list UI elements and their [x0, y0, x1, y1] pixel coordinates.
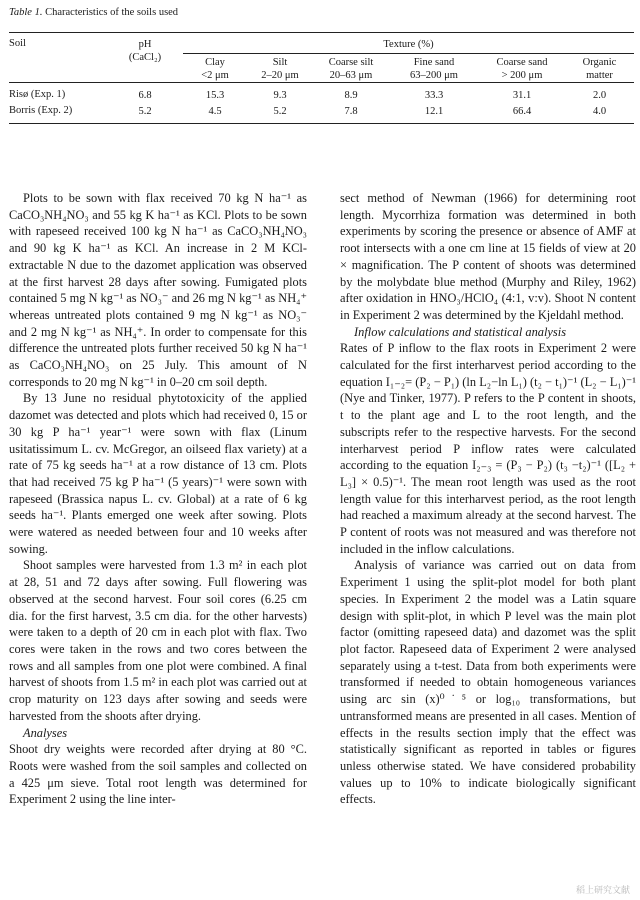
header-organic-matter: [565, 54, 634, 83]
row-coarse-sand: 31.1: [512, 90, 532, 101]
header-coarse-sand: [479, 54, 565, 83]
paragraph: By 13 June no residual phytotoxicity of the applied dazomet was detected and plots which had received 0, 15 or 30 kg P ha⁻¹ year⁻¹ were sown with flax (Linum usitatissimum L. cv. McGregor, an oilseed flax variety) at a rate of 75 kg seeds ha⁻¹ at a row distance of 13 cm. Plots that had received 75 kg P ha⁻¹ (5 years)⁻¹ were sown with rapeseed (Brassica napus L. cv. Global) at a rate of 6 kg seeds ha⁻¹. Plants emerged one week after sowing. Plots were watered as needed between four and 10 weeks after sowing.: [9, 391, 307, 556]
header-organic-l2: matter: [586, 70, 613, 81]
row-silt: 9.3: [273, 90, 287, 101]
table-row: [9, 89, 634, 102]
row-organic: 4.0: [592, 106, 607, 117]
header-fine-sand-l2: 63–200 μm: [410, 70, 458, 81]
table-subheader-row: [9, 54, 634, 83]
row-ph: 6.8: [138, 90, 152, 101]
paragraph: Shoot dry weights were recorded after drying at 80 °C. Roots were washed from the soil samples and collected on a 425 μm sieve. Total root length was determined for Experiment 2 using the line inter-: [9, 742, 307, 807]
row-fine-sand: 33.3: [424, 90, 444, 101]
header-coarse-silt: [313, 54, 389, 83]
paragraph: Analysis of variance was carried out on data from Experiment 1 using the split-plot model for both plant species. In Experiment 2 the model was a Latin square design with split-plot, in which P level was the main plot factor (omitting rapeseed data) and dazomet was the split plot factor. Rapeseed data of Experiment 2 were analysed separately using a t-test. Data from both experiments were transformed if needed to obtain homogeneous variances using arc sin (x)⁰˙⁵ or log₁₀ transformations, but untransformed means are presented in all cases. Mention of effects in the results section imply that the effect was statistically significant as reported in tables or figures unless otherwise stated. We have considered probability values up to 10% to indicate biologically significant effects.: [340, 558, 636, 807]
soil-characteristics-table: [9, 38, 634, 124]
row-ph: 5.2: [138, 106, 152, 117]
header-ph-line1: pH: [138, 39, 152, 50]
header-ph: [107, 38, 183, 83]
header-coarse-silt-l1: Coarse silt: [328, 57, 374, 68]
paragraph: Shoot samples were harvested from 1.3 m² in each plot at 28, 51 and 72 days after sowing. Full flowering was observed at the second harvest. Four soil cores (6.25 cm dia. for the first harvest, 3.5 cm dia. for the other harvests) were taken to a depth of 20 cm in each plot with flax. Two cores were taken in the rows and two cores between the rows and all samples from one plot were combined. A final harvest of shoots from 1.5 m² in each plot was carried out at crop maturity on 123 days after sowing and seeds were harvested from the shoots after drying.: [9, 558, 307, 723]
header-texture: Texture (%): [183, 38, 634, 54]
header-soil: Soil: [9, 38, 26, 49]
header-clay-l1: Clay: [205, 57, 225, 68]
table-title: Characteristics of the soils used: [45, 7, 179, 18]
table-caption: [9, 7, 178, 18]
header-silt: [247, 54, 313, 83]
header-fine-sand: [389, 54, 479, 83]
table-header-row: [9, 38, 634, 54]
header-silt-l2: 2–20 μm: [261, 70, 299, 81]
header-clay: [183, 54, 247, 83]
right-text-column: [340, 190, 636, 808]
header-fine-sand-l1: Fine sand: [413, 57, 455, 68]
paragraph: Plots to be sown with flax received 70 kg N ha⁻¹ as CaCO₃NH₄NO₃ and 55 kg K ha⁻¹ as KCl. Plots to be sown with rapeseed received 100 kg N ha⁻¹ as CaCO₃NH₄NO₃ and 90 kg K ha⁻¹ as KCl. An increase in 2 M KCl-extractable N due to the dazomet application was observed at the first harvest 28 days after sowing. Fumigated plots contained 5 mg N kg⁻¹ as NO₃⁻ and 26 mg N kg⁻¹ as NH₄⁺ whereas untreated plots contained 9 mg N kg⁻¹ as NO₃⁻ and 2 mg N kg⁻¹ as NH₄⁺. In order to compensate for this difference the untreated plots further received 50 kg N ha⁻¹ as CaCO₃NH₄NO₃ on 25 July. This amount of N corresponds to 20 mg N kg⁻¹ in 0–20 cm soil depth.: [9, 191, 307, 389]
row-silt: 5.2: [273, 106, 287, 117]
table-top-rule: [9, 32, 634, 33]
row-clay: 4.5: [208, 106, 222, 117]
header-coarse-sand-l2: > 200 μm: [501, 70, 543, 81]
left-text-column: [9, 190, 307, 808]
paragraph: Rates of P inflow to the flax roots in Experiment 2 were calculated for the first interharvest period according to the equation I₁₋₂= (P₂ − P₁) (ln L₂−ln L₁) (t₂ − t₁)⁻¹ (L₂ − L₁)⁻¹ (Nye and Tinker, 1977). P refers to the P content in shoots, t to the plant age and L to the root length, and the subscripts refer to the respective harvests. For the second interharvest period P inflow rates were calculated according to the equation I₂₋₃ = (P₃ − P₂) (t₃ −t₂)⁻¹ ([L₂ + L₃] × 0.5)⁻¹. The mean root length was used as the root length value for this interharvest period, as the root length had reached a maximum already at the second harvest. The P content of roots was not measured and was therefore not included in the inflow calculations.: [340, 341, 636, 556]
row-coarse-sand: 66.4: [512, 106, 532, 117]
row-coarse-silt: 7.8: [344, 106, 358, 117]
table-row: [9, 102, 634, 118]
header-silt-l1: Silt: [272, 57, 288, 68]
row-organic: 2.0: [592, 90, 607, 101]
section-heading-inflow: Inflow calculations and statistical analysis: [354, 324, 567, 339]
header-organic-l1: Organic: [582, 57, 617, 68]
header-coarse-sand-l1: Coarse sand: [496, 57, 548, 68]
section-heading-analyses: Analyses: [23, 725, 68, 740]
watermark-text: 稻上研究文献: [575, 886, 630, 896]
row-clay: 15.3: [205, 90, 225, 101]
header-ph-line2: (CaCl₂): [128, 52, 162, 63]
paragraph: sect method of Newman (1966) for determining root length. Mycorrhiza formation was determined in both experiments by scoring the presence or absence of AMF at root intersects with a one cm line at 15 fields of view at 20 × magnification. The P content of shoots was determined by the molybdate blue method (Murphy and Riley, 1962) after oxidation in HNO₃/HClO₄ (4:1, v:v). Shoot N content in Experiment 2 was determined by the Kjeldahl method.: [340, 191, 636, 322]
row-coarse-silt: 8.9: [344, 90, 358, 101]
row-soil: Risø (Exp. 1): [9, 89, 66, 100]
header-clay-l2: <2 μm: [201, 70, 229, 81]
header-coarse-silt-l2: 20–63 μm: [329, 70, 373, 81]
table-label: Table 1.: [9, 7, 43, 18]
row-fine-sand: 12.1: [424, 106, 444, 117]
row-soil: Borris (Exp. 2): [9, 105, 73, 116]
